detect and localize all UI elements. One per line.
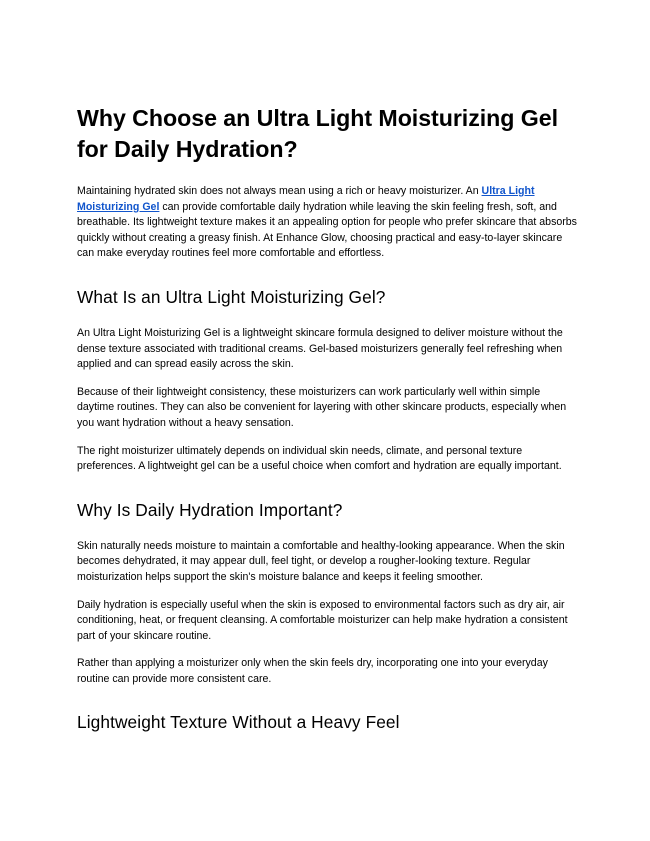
- paragraph: Rather than applying a moisturizer only when the skin feels dry, incorporating one into your everyday routine can provide more consistent care.: [77, 657, 548, 685]
- paragraph: Skin naturally needs moisture to maintain a comfortable and healthy-looking appearance. When the skin becomes dehydrated, it may appear dull, feel tight, or develop a rougher-looking texture. Regular moisturization helps support the skin's moisture balance and keeps it feeling smoother.: [77, 539, 565, 583]
- intro-paragraph: [77, 184, 577, 262]
- document-body: [77, 103, 577, 733]
- section-heading-lightweight-texture: Lightweight Texture Without a Heavy Feel: [77, 712, 400, 733]
- paragraph: Because of their lightweight consistency, these moisturizers can work particularly well within simple daytime routines. They can also be convenient for layering with other skincare products, especially when you want hydration without a heavy sensation.: [77, 385, 567, 429]
- section-heading-daily-hydration: Why Is Daily Hydration Important?: [77, 499, 343, 520]
- intro-text-before-link: Maintaining hydrated skin does not always mean using a rich or heavy moisturizer. An: [77, 185, 482, 197]
- intro-text-after-link: can provide comfortable daily hydration while leaving the skin feeling fresh, soft, and breathable. Its lightweight texture makes it an appealing option for people who prefer skincare that absorbs quickly without creating a greasy finish. At Enhance Glow, choosing practical and easy-to-layer skincare can make everyday routines feel more comfortable and effortless.: [77, 200, 577, 260]
- paragraph: The right moisturizer ultimately depends on individual skin needs, climate, and personal texture preferences. A lightweight gel can be a useful choice when comfort and hydration are equally important.: [77, 444, 562, 473]
- paragraph: An Ultra Light Moisturizing Gel is a lightweight skincare formula designed to deliver moisture without the dense texture associated with traditional creams. Gel-based moisturizers generally feel refreshing when applied and can spread easily across the skin.: [77, 326, 563, 371]
- paragraph: Daily hydration is especially useful when the skin is exposed to environmental factors such as dry air, air conditioning, heat, or frequent cleansing. A comfortable moisturizer can help make hydration a consistent part of your skincare routine.: [77, 598, 568, 642]
- section-heading-what-is: What Is an Ultra Light Moisturizing Gel?: [77, 286, 386, 307]
- ultra-light-gel-link[interactable]: Ultra Light Moisturizing Gel: [77, 185, 535, 213]
- document-title: Why Choose an Ultra Light Moisturizing Gel for Daily Hydration?: [77, 105, 558, 162]
